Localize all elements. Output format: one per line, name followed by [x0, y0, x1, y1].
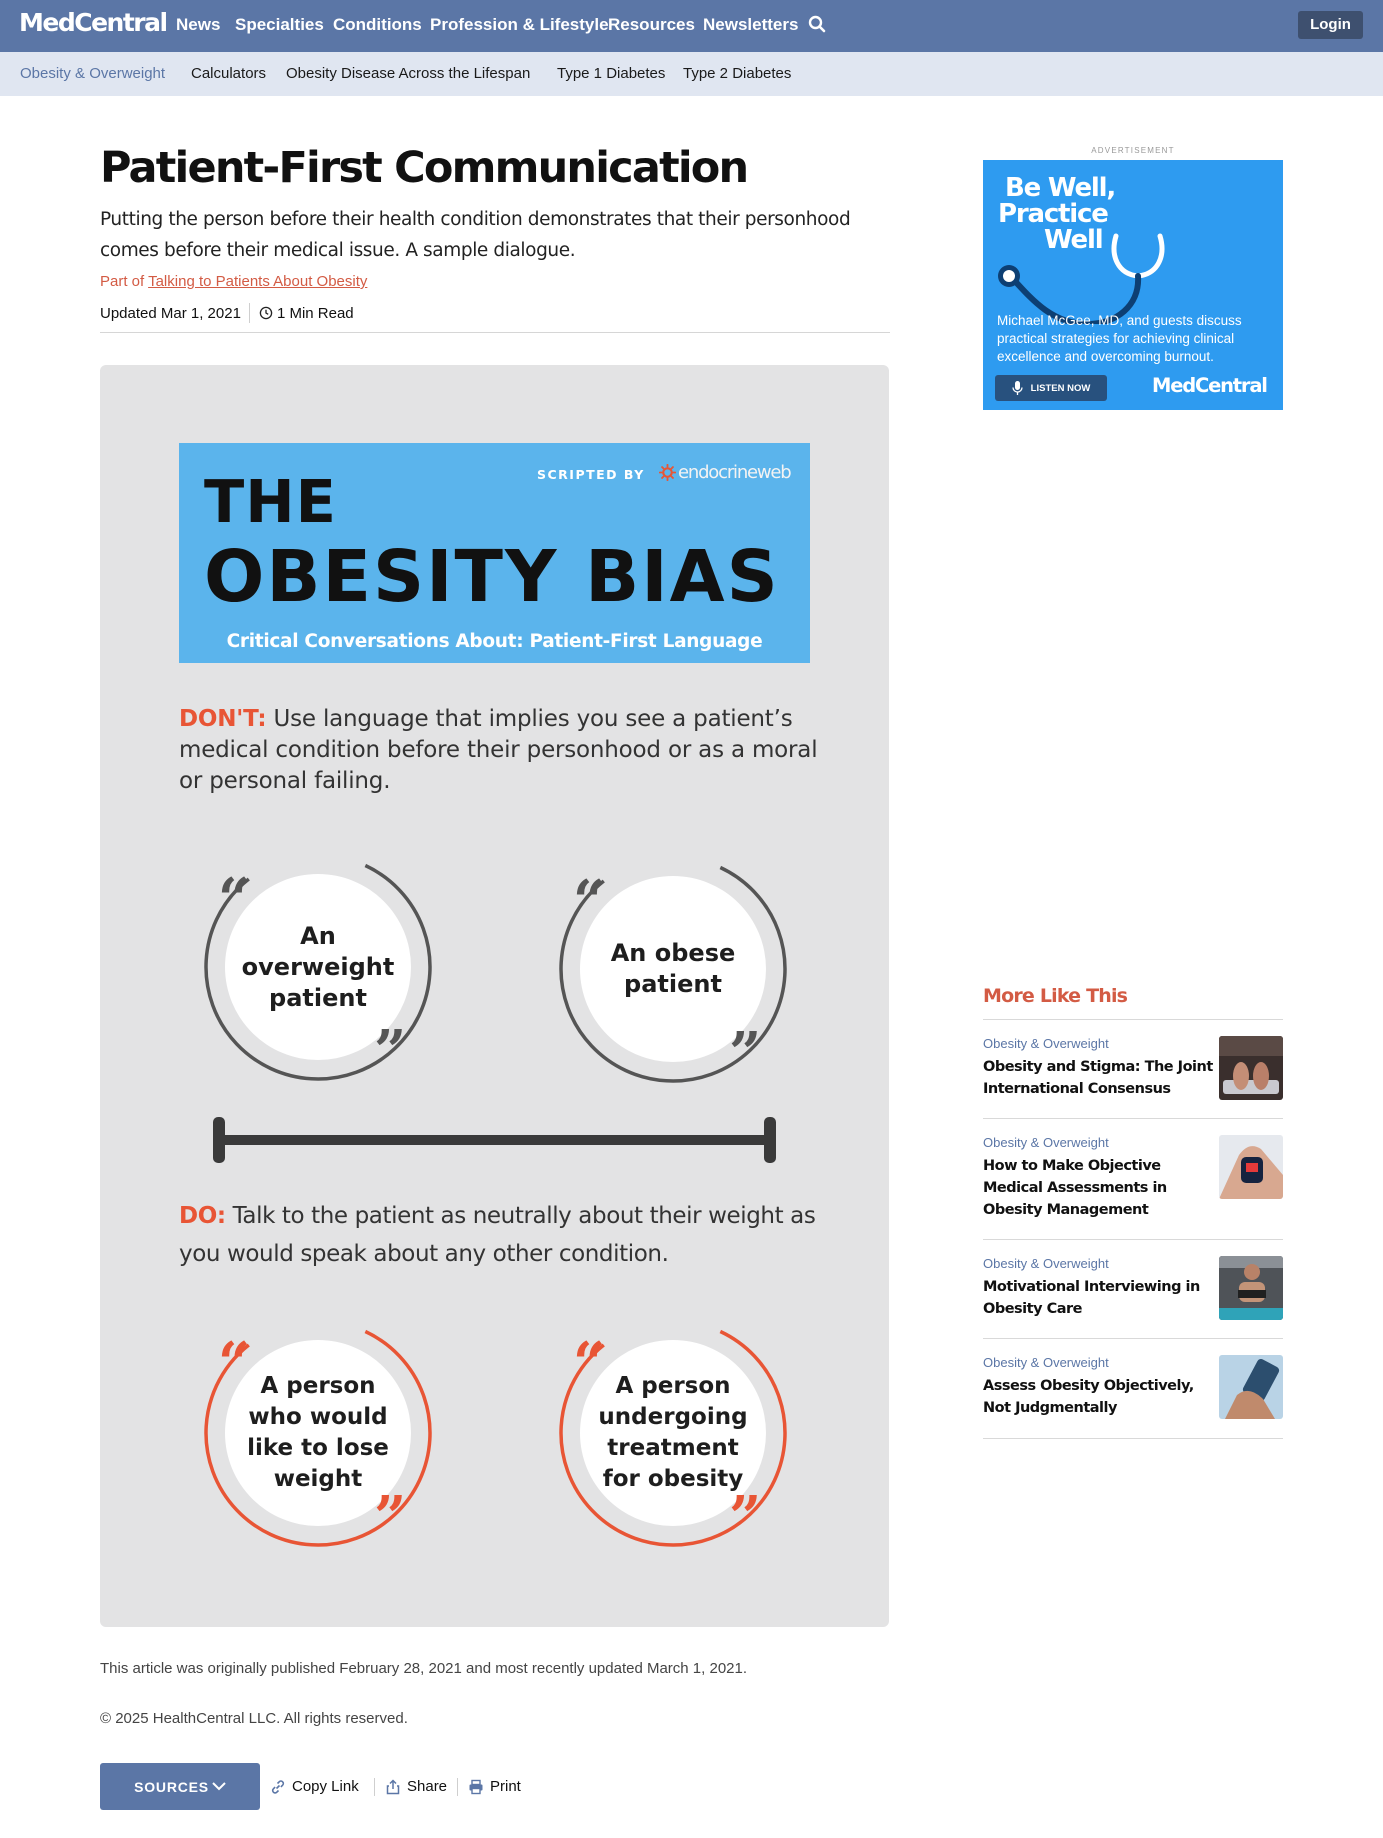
listen-now-label: LISTEN NOW	[1030, 382, 1091, 394]
updated-date: Updated Mar 1, 2021	[100, 304, 241, 322]
ad-body-text: Michael McGee, MD, and guests discuss practical strategies for achieving clinical excellence and overcoming burnout.	[997, 313, 1242, 364]
close-quote-icon: ”	[729, 1020, 762, 1086]
article-title: Patient-First Communication	[100, 143, 748, 193]
do-label: DO:	[179, 1203, 226, 1229]
related-category-link[interactable]: Obesity & Overweight	[983, 1355, 1109, 1370]
read-time: 1 Min Read	[276, 304, 354, 322]
nav-news[interactable]: News	[176, 15, 221, 34]
printer-icon	[468, 1779, 484, 1795]
print-label: Print	[490, 1778, 521, 1795]
share-icon	[385, 1779, 401, 1795]
ad-brand-logo: MedCentral	[1152, 374, 1267, 397]
related-article-link[interactable]: Motivational Interviewing in Obesity Care	[983, 1279, 1200, 1317]
dont-statement	[179, 704, 819, 797]
related-thumbnail[interactable]	[1219, 1135, 1283, 1199]
part-of-series	[100, 273, 367, 290]
copy-link-label: Copy Link	[292, 1778, 359, 1795]
subnav-calculators[interactable]: Calculators	[191, 65, 267, 82]
gym-woman-photo	[1219, 1256, 1283, 1320]
quote-text: A person undergoing treatment for obesity	[580, 1340, 766, 1526]
header-divider	[100, 332, 890, 333]
do-statement	[179, 1197, 819, 1273]
related-item-divider	[983, 1239, 1283, 1240]
dont-quote-bubble	[202, 851, 434, 1083]
do-body: Talk to the patient as neutrally about their weight as you would speak about any other condition.	[179, 1203, 816, 1267]
subnav-type-2-diabetes[interactable]: Type 2 Diabetes	[683, 65, 792, 82]
related-item-divider	[983, 1338, 1283, 1339]
nav-conditions[interactable]: Conditions	[333, 15, 422, 34]
subnav-type-1-diabetes[interactable]: Type 1 Diabetes	[557, 65, 666, 82]
nav-newsletters[interactable]: Newsletters	[703, 15, 799, 34]
nav-profession-lifestyle[interactable]: Profession & Lifestyle	[430, 15, 609, 34]
quote-text: A person who would like to lose weight	[225, 1340, 411, 1526]
ad-headline-line3: Well	[1044, 225, 1103, 255]
pulse-oximeter-photo	[1219, 1135, 1283, 1199]
series-link[interactable]: Talking to Patients About Obesity	[148, 273, 368, 290]
infographic-title-the: THE	[204, 467, 337, 536]
infographic-obesity-bias	[100, 365, 889, 1627]
copy-link-button[interactable]	[270, 1778, 359, 1795]
do-quote-bubble	[557, 1317, 789, 1549]
scripted-by-label: SCRIPTED BY	[537, 467, 645, 482]
close-quote-icon: ”	[374, 1018, 407, 1084]
endocrineweb-wordmark: endocrineweb	[678, 462, 791, 483]
ad-headline-line1: Be Well,	[1005, 173, 1115, 203]
article-meta	[100, 303, 354, 323]
close-quote-icon: ”	[729, 1484, 762, 1550]
more-like-this-title: More Like This	[983, 985, 1128, 1007]
more-like-this-divider	[983, 1019, 1283, 1020]
endocrineweb-logo	[659, 462, 791, 483]
published-note: This article was originally published February 28, 2021 and most recently updated March 1, 2021.	[100, 1660, 748, 1677]
related-article-link[interactable]: How to Make Objective Medical Assessments in Obesity Management	[983, 1158, 1167, 1218]
meta-divider	[249, 303, 250, 323]
dont-quote-bubble	[557, 853, 789, 1085]
dont-label: DON'T:	[179, 706, 267, 732]
top-navbar	[0, 0, 1383, 52]
ad-headline-line2: Practice	[998, 199, 1108, 229]
part-of-prefix: Part of	[100, 273, 145, 290]
dont-body: Use language that implies you see a patient’s medical condition before their personhood or as a moral or personal failing.	[179, 706, 818, 794]
nav-specialties[interactable]: Specialties	[235, 15, 324, 34]
related-category-link[interactable]: Obesity & Overweight	[983, 1256, 1109, 1271]
sources-label: SOURCES	[134, 1778, 209, 1795]
related-category-link[interactable]: Obesity & Overweight	[983, 1135, 1109, 1150]
print-button[interactable]	[468, 1778, 521, 1795]
quote-text: An obese patient	[580, 876, 766, 1062]
divider-bar-graphic	[213, 1117, 776, 1163]
article-dek: Putting the person before their health condition demonstrates that their personhood comes before their medical issue. A sample dialogue.	[100, 209, 851, 261]
related-thumbnail[interactable]	[1219, 1036, 1283, 1100]
related-item-divider	[983, 1118, 1283, 1119]
related-article-link[interactable]: Obesity and Stigma: The Joint International Consensus	[983, 1059, 1213, 1097]
related-thumbnail[interactable]	[1219, 1256, 1283, 1320]
open-quote-icon: “	[573, 1330, 606, 1396]
search-icon[interactable]	[808, 15, 826, 33]
action-divider	[374, 1778, 375, 1796]
subnav-obesity-lifespan[interactable]: Obesity Disease Across the Lifespan	[286, 65, 531, 82]
related-item-divider	[983, 1438, 1283, 1439]
close-quote-icon: ”	[374, 1484, 407, 1550]
sources-button[interactable]	[100, 1763, 260, 1810]
link-icon	[270, 1779, 286, 1795]
sun-logo-icon	[659, 464, 676, 481]
open-quote-icon: “	[218, 1330, 251, 1396]
open-quote-icon: “	[218, 866, 251, 932]
copyright-notice: © 2025 HealthCentral LLC. All rights reserved.	[100, 1710, 408, 1727]
related-category-link[interactable]: Obesity & Overweight	[983, 1036, 1109, 1051]
share-label: Share	[407, 1778, 448, 1795]
infographic-title-main: OBESITY BIAS	[204, 535, 780, 618]
related-article-link[interactable]: Assess Obesity Objectively, Not Judgmentally	[983, 1378, 1194, 1416]
login-button[interactable]: Login	[1298, 11, 1363, 39]
advertisement-label: ADVERTISEMENT	[1091, 146, 1175, 155]
infographic-banner	[179, 443, 810, 663]
clock-icon	[259, 306, 273, 320]
hand-phone-photo	[1219, 1355, 1283, 1419]
share-button[interactable]	[385, 1778, 447, 1795]
site-logo[interactable]: MedCentral	[19, 8, 167, 37]
subnav-obesity-overweight[interactable]: Obesity & Overweight	[20, 65, 166, 82]
nav-resources[interactable]: Resources	[608, 15, 695, 34]
scale-feet-photo	[1219, 1036, 1283, 1100]
related-thumbnail[interactable]	[1219, 1355, 1283, 1419]
listen-now-button[interactable]	[995, 375, 1107, 401]
infographic-subtitle: Critical Conversations About: Patient-First Language	[226, 631, 763, 652]
sub-navbar	[0, 52, 1383, 96]
do-quote-bubble	[202, 1317, 434, 1549]
quote-text: An overweight patient	[225, 874, 411, 1060]
chevron-down-icon	[212, 1782, 226, 1791]
open-quote-icon: “	[573, 868, 606, 934]
microphone-icon	[1012, 381, 1023, 395]
podcast-ad[interactable]	[983, 160, 1283, 410]
action-divider	[457, 1778, 458, 1796]
